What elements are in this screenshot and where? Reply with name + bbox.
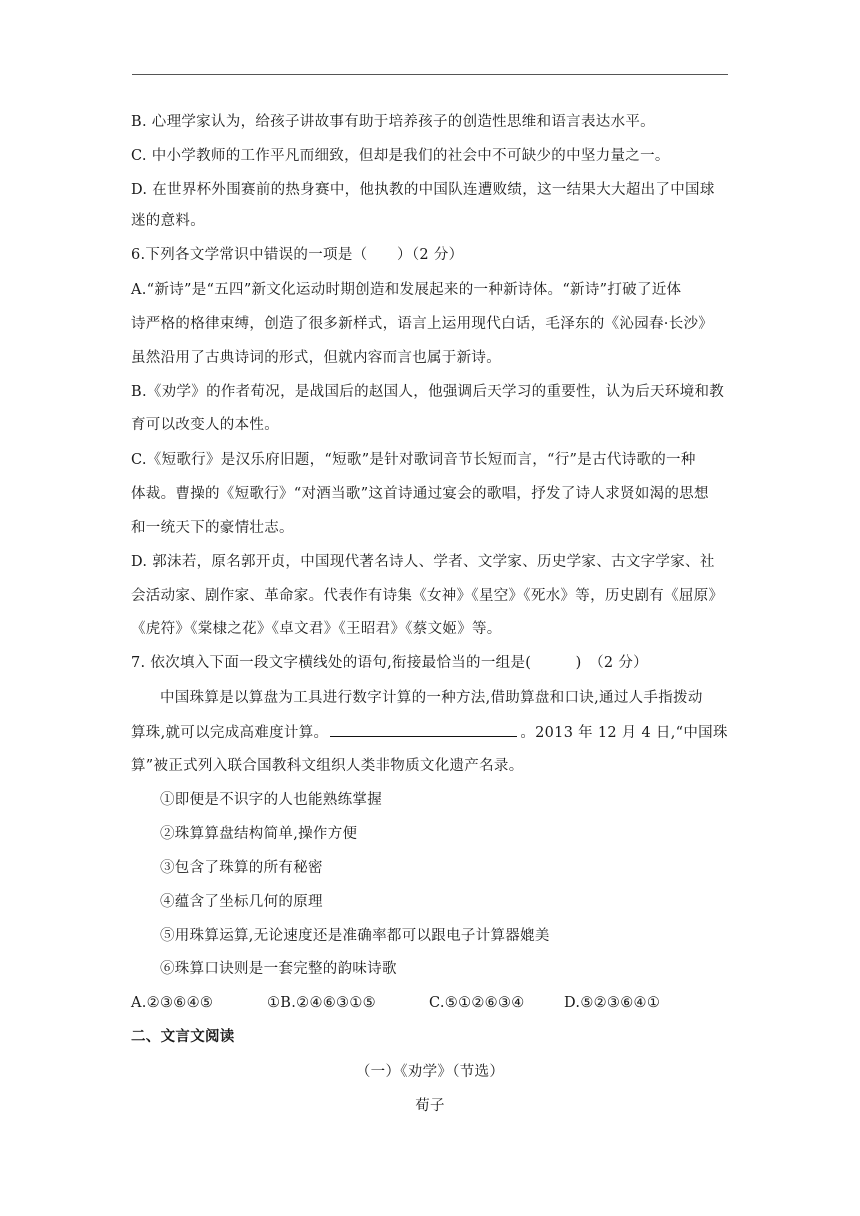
q6-option-d-cont: 《虎符》《棠棣之花》《卓文君》《王昭君》《蔡文姬》等。 xyxy=(131,621,502,637)
answer-option-a: A.②③⑥④⑤ xyxy=(131,995,214,1011)
q6-option-a-cont: 诗严格的格律束缚，创造了很多新样式，语言上运用现代白话，毛泽东的《沁园春·长沙》 xyxy=(131,316,714,332)
q7-item: ⑤用珠算运算,无论速度还是准确率都可以跟电子计算器媲美 xyxy=(160,928,550,944)
answer-option-b: ①B.②④⑥③①⑤ xyxy=(267,995,376,1011)
q7-passage-text: 算珠,就可以完成高难度计算。 xyxy=(131,725,329,741)
q7-item: ③包含了珠算的所有秘密 xyxy=(160,860,323,876)
q6-option-d-cont: 会活动家、剧作家、革命家。代表作有诗集《女神》《星空》《死水》等，历史剧有《屈原》 xyxy=(131,588,724,604)
q7-answer-options xyxy=(131,993,660,1013)
q7-passage-cont: 算”被正式列入联合国教科文组织人类非物质文化遗产名录。 xyxy=(131,758,524,774)
q6-option-b-cont: 育可以改变人的本性。 xyxy=(131,417,279,433)
option-b-line: B. 心理学家认为，给孩子讲故事有助于培养孩子的创造性思维和语言表达水平。 xyxy=(131,114,655,130)
q6-option-d: D. 郭沫若，原名郭开贞，中国现代著名诗人、学者、文学家、历史学家、古文字学家、社 xyxy=(131,554,715,570)
fill-in-blank xyxy=(330,722,517,737)
passage-author: 荀子 xyxy=(415,1098,445,1114)
q7-passage: 中国珠算是以算盘为工具进行数字计算的一种方法,借助算盘和口诀,通过人手指拨动 xyxy=(160,690,703,706)
answer-option-c: C.⑤①②⑥③④ xyxy=(429,995,525,1011)
option-d-line: D. 在世界杯外围赛前的热身赛中，他执教的中国队连遭败绩，这一结果大大超出了中国球 xyxy=(131,182,715,198)
q7-item: ④蕴含了坐标几何的原理 xyxy=(160,894,323,910)
q6-option-c: C.《短歌行》是汉乐府旧题，“短歌”是针对歌词音节长短而言，“行”是古代诗歌的一种 xyxy=(131,452,696,468)
question-6: 6.下列各文学常识中错误的一项是（ ）（2 分） xyxy=(131,247,464,263)
q7-item: ②珠算算盘结构简单,操作方便 xyxy=(160,826,358,842)
option-c-line: C. 中小学教师的工作平凡而细致，但却是我们的社会中不可缺少的中坚力量之一。 xyxy=(131,148,670,164)
q6-option-c-cont: 体裁。曹操的《短歌行》“对酒当歌”这首诗通过宴会的歌唱，抒发了诗人求贤如渴的思想 xyxy=(131,486,709,502)
q7-item: ①即便是不识字的人也能熟练掌握 xyxy=(160,792,382,808)
option-d-line-cont: 迷的意料。 xyxy=(131,213,205,229)
section-heading: 二、文言文阅读 xyxy=(131,1028,235,1045)
passage-title: （一）《劝学》（节选） xyxy=(355,1064,505,1080)
header-rule xyxy=(132,74,728,75)
q7-passage-cont xyxy=(131,722,728,743)
q6-option-a: A.“新诗”是“五四”新文化运动时期创造和发展起来的一种新诗体。“新诗”打破了近体 xyxy=(131,282,682,298)
q7-item: ⑥珠算口诀则是一套完整的韵味诗歌 xyxy=(160,961,397,977)
q6-option-c-cont: 和一统天下的豪情壮志。 xyxy=(131,520,294,536)
question-7: 7. 依次填入下面一段文字横线处的语句,衔接最恰当的一组是( ) （2 分） xyxy=(131,655,648,671)
q6-option-a-cont: 虽然沿用了古典诗词的形式，但就内容而言也属于新诗。 xyxy=(131,350,501,366)
q7-passage-text: 。2013 年 12 月 4 日,“中国珠 xyxy=(520,725,728,741)
q6-option-b: B.《劝学》的作者荀况，是战国后的赵国人，他强调后天学习的重要性，认为后天环境和教 xyxy=(131,384,725,400)
answer-option-d: D.⑤②③⑥④① xyxy=(564,995,661,1011)
